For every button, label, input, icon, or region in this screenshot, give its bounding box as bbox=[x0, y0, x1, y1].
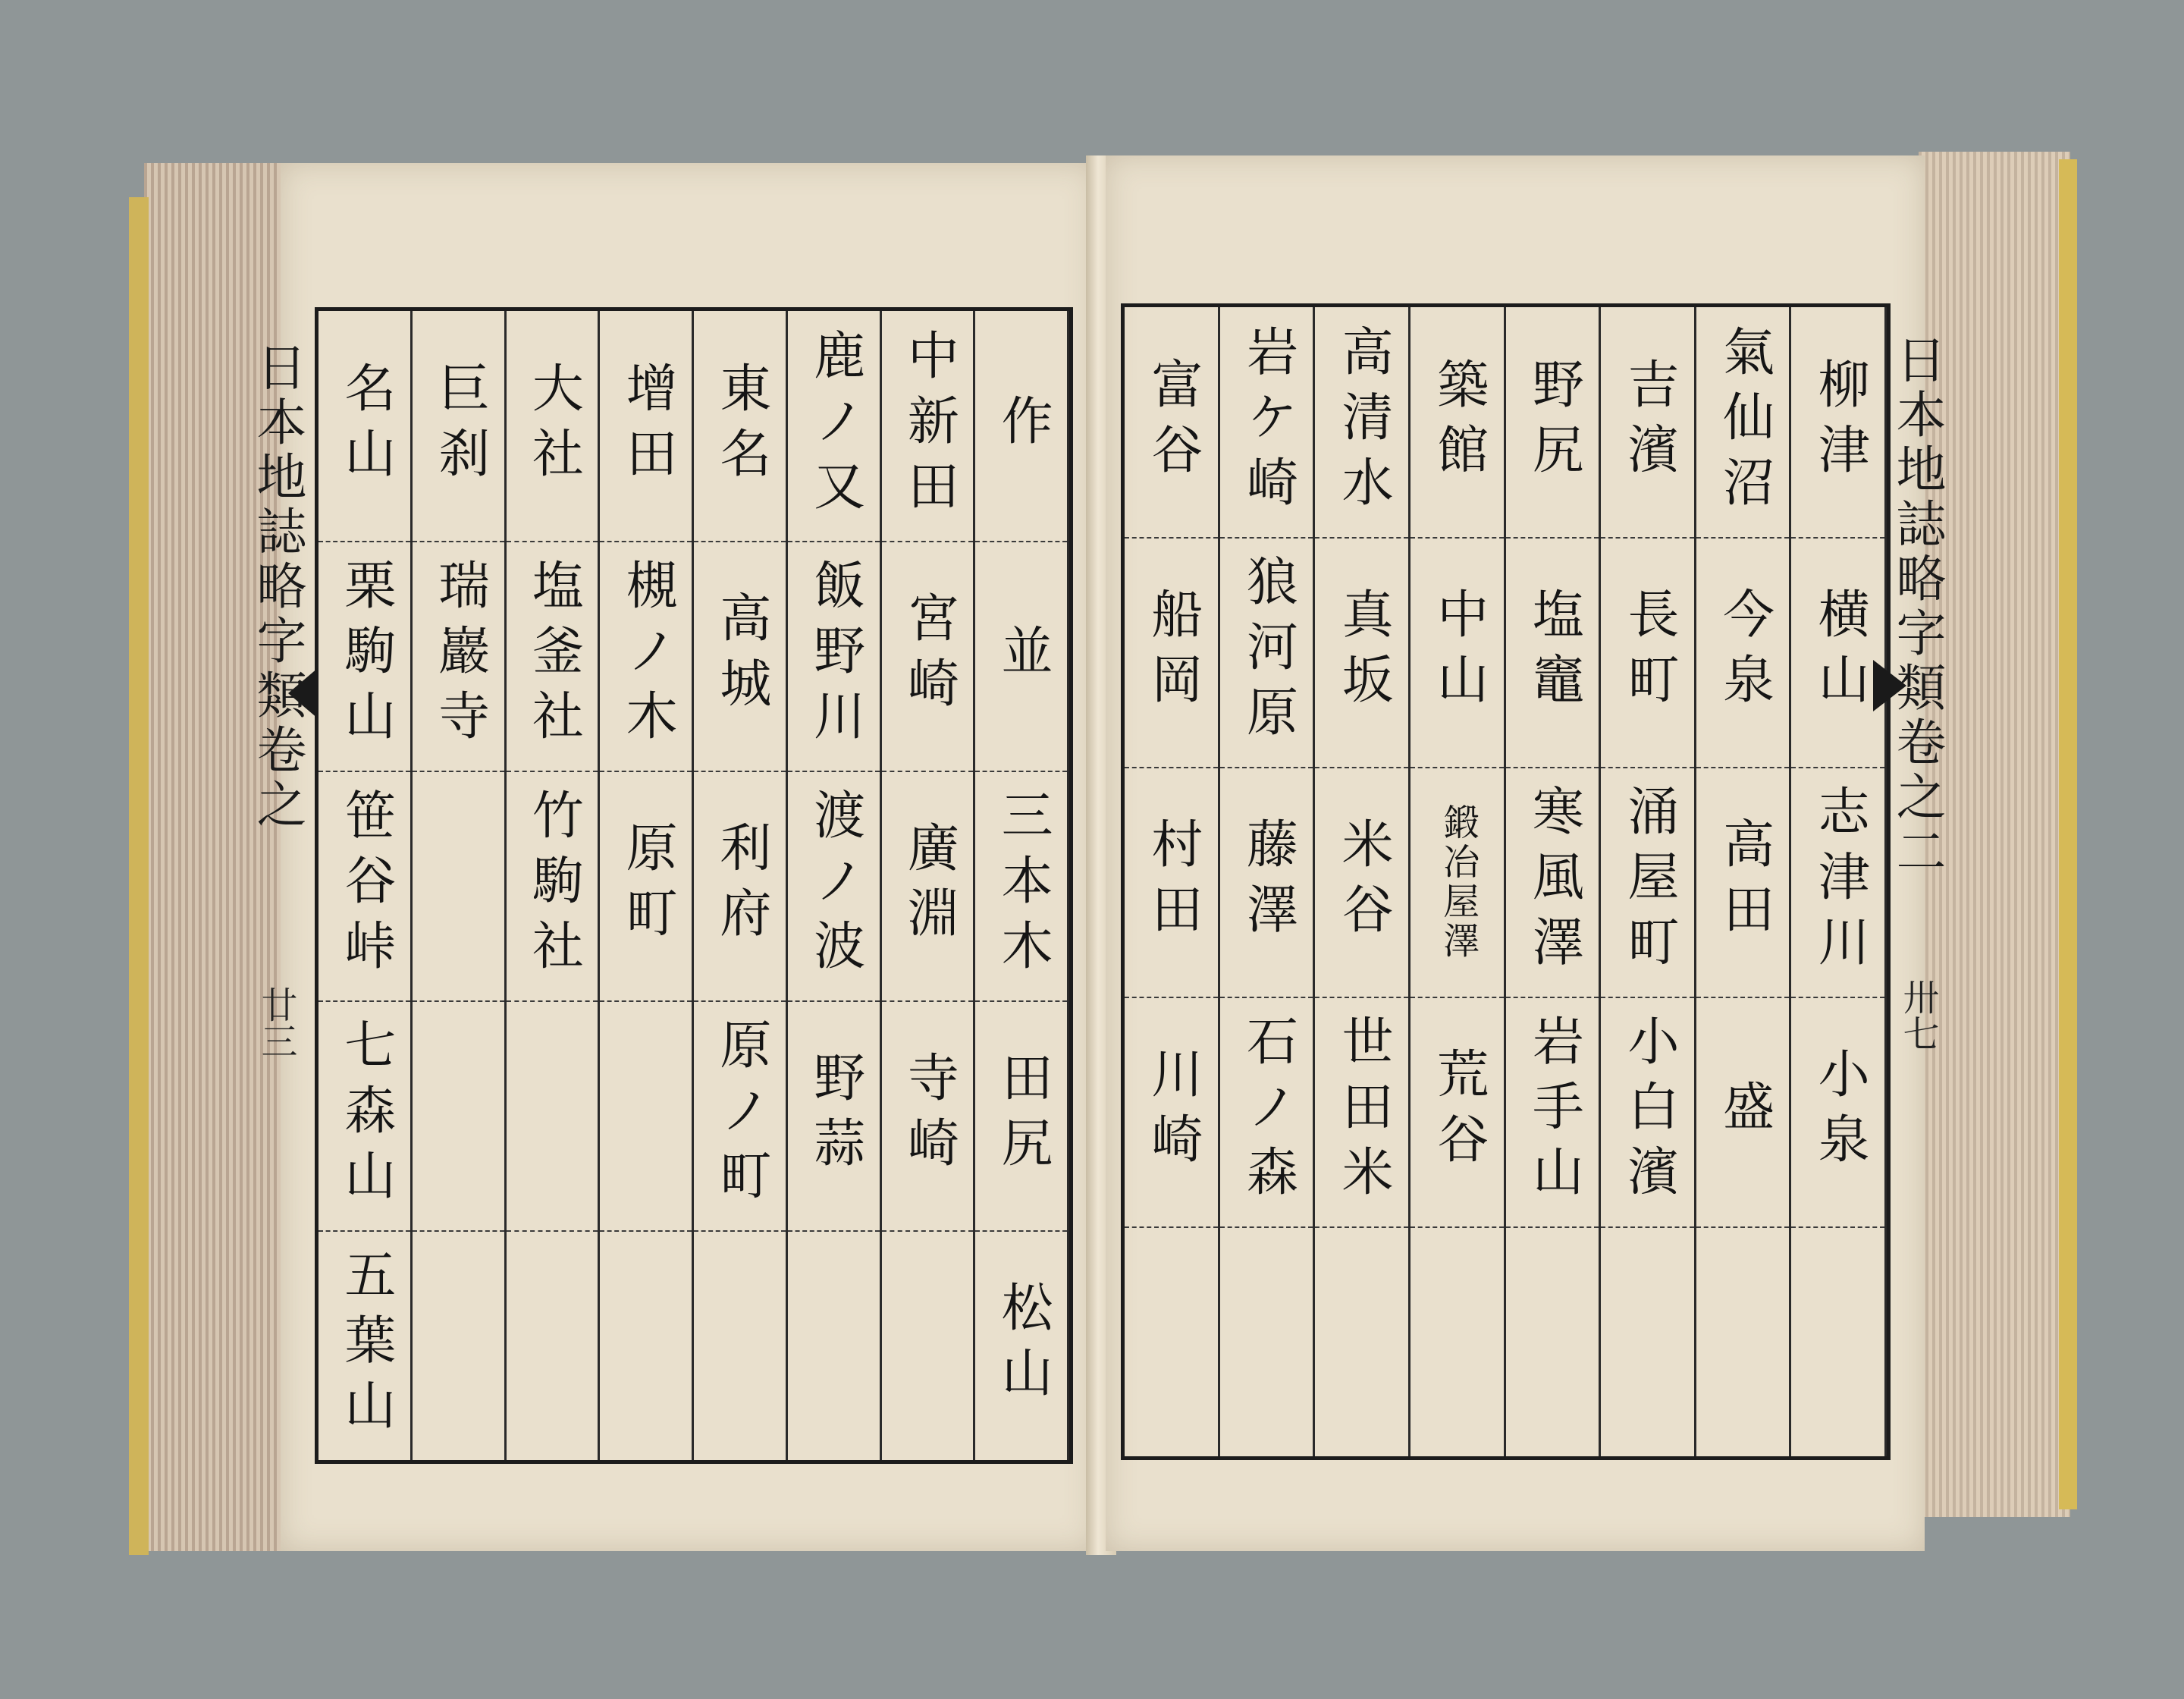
cell-divider bbox=[1125, 997, 1218, 998]
place-name-entry: 荒谷 bbox=[1428, 1046, 1489, 1177]
column bbox=[1315, 307, 1410, 1456]
place-name-entry: 中新田 bbox=[899, 328, 959, 524]
cell-divider bbox=[1315, 767, 1408, 768]
place-name-entry: 寒風澤 bbox=[1523, 784, 1584, 980]
place-name-entry: 名山 bbox=[335, 360, 396, 491]
place-name-entry: 柳津 bbox=[1809, 356, 1870, 488]
place-name-entry: 村田 bbox=[1142, 816, 1203, 947]
cell-divider bbox=[1125, 537, 1218, 539]
place-name-entry: 松山 bbox=[993, 1280, 1053, 1411]
column bbox=[507, 311, 601, 1460]
cell-divider bbox=[882, 1000, 974, 1002]
place-name-entry: 今泉 bbox=[1714, 586, 1774, 718]
cell-divider bbox=[788, 1000, 880, 1002]
column bbox=[1696, 307, 1792, 1456]
cell-divider bbox=[507, 1230, 598, 1232]
cell-divider bbox=[1791, 1226, 1884, 1228]
cell-divider bbox=[1791, 767, 1884, 768]
cell-divider bbox=[694, 541, 786, 542]
place-name-entry: 原町 bbox=[617, 820, 678, 951]
right-page bbox=[1106, 155, 1925, 1551]
place-name-entry: 築館 bbox=[1428, 356, 1489, 488]
cell-divider bbox=[318, 1230, 410, 1232]
column bbox=[1220, 307, 1316, 1456]
place-name-entry: 增田 bbox=[617, 360, 678, 491]
column bbox=[1791, 307, 1887, 1456]
place-name-entry: 盛 bbox=[1714, 1079, 1774, 1145]
cell-divider bbox=[413, 771, 504, 772]
place-name-entry: 志津川 bbox=[1809, 784, 1870, 980]
place-name-entry: 藤澤 bbox=[1238, 816, 1298, 947]
cell-divider bbox=[1315, 997, 1408, 998]
place-name-entry: 宮崎 bbox=[899, 590, 959, 721]
cell-divider bbox=[1220, 1226, 1313, 1228]
place-name-entry: 石ノ森 bbox=[1238, 1013, 1298, 1210]
cell-divider bbox=[975, 1230, 1067, 1232]
column bbox=[1410, 307, 1506, 1456]
right-tab-marker bbox=[1873, 660, 1906, 711]
place-name-entry: 高城 bbox=[711, 590, 771, 721]
left-folio: 廿三 bbox=[255, 986, 297, 1059]
column bbox=[1601, 307, 1696, 1456]
cell-divider bbox=[694, 771, 786, 772]
place-name-entry: 栗駒山 bbox=[335, 557, 396, 754]
cell-divider bbox=[882, 541, 974, 542]
place-name-entry: 富谷 bbox=[1142, 356, 1203, 488]
cell-divider bbox=[1410, 537, 1504, 539]
cell-divider bbox=[413, 1000, 504, 1002]
place-name-entry: 小泉 bbox=[1809, 1046, 1870, 1177]
place-name-entry: 鍛冶屋澤 bbox=[1436, 802, 1480, 961]
cell-divider bbox=[318, 771, 410, 772]
cell-divider bbox=[1601, 767, 1694, 768]
cell-divider bbox=[1315, 1226, 1408, 1228]
cell-divider bbox=[1410, 1226, 1504, 1228]
place-name-entry: 作 bbox=[993, 393, 1053, 459]
place-name-entry: 米谷 bbox=[1333, 816, 1394, 947]
column bbox=[1506, 307, 1602, 1456]
cell-divider bbox=[1791, 997, 1884, 998]
place-name-entry: 狼河原 bbox=[1238, 554, 1298, 750]
cell-divider bbox=[600, 1000, 692, 1002]
place-name-entry: 東名 bbox=[711, 360, 771, 491]
place-name-entry: 高田 bbox=[1714, 816, 1774, 947]
place-name-entry: 塩竈 bbox=[1523, 586, 1584, 718]
left-tab-marker bbox=[288, 667, 318, 719]
cell-divider bbox=[1506, 767, 1599, 768]
cell-divider bbox=[1125, 1226, 1218, 1228]
cell-divider bbox=[694, 1000, 786, 1002]
place-name-entry: 三本木 bbox=[993, 787, 1053, 984]
right-folio: 卅七 bbox=[1897, 978, 1939, 1051]
place-name-entry: 野尻 bbox=[1523, 356, 1584, 488]
column bbox=[1125, 307, 1220, 1456]
place-name-entry: 七森山 bbox=[335, 1017, 396, 1214]
place-name-entry: 岩ケ崎 bbox=[1238, 324, 1298, 520]
cell-divider bbox=[1220, 767, 1313, 768]
place-name-entry: 川崎 bbox=[1142, 1046, 1203, 1177]
place-name-entry: 野蒜 bbox=[805, 1050, 865, 1181]
place-name-entry: 船岡 bbox=[1142, 586, 1203, 718]
cell-divider bbox=[1696, 1226, 1790, 1228]
place-name-entry: 渡ノ波 bbox=[805, 787, 865, 984]
cell-divider bbox=[1601, 1226, 1694, 1228]
place-name-entry: 槻ノ木 bbox=[617, 557, 678, 754]
place-name-entry: 高清水 bbox=[1333, 324, 1394, 520]
place-name-entry: 大社 bbox=[523, 360, 584, 491]
place-name-entry: 鹿ノ又 bbox=[805, 328, 865, 524]
cell-divider bbox=[1601, 537, 1694, 539]
cell-divider bbox=[1696, 767, 1790, 768]
place-name-entry: 岩手山 bbox=[1523, 1013, 1584, 1210]
cell-divider bbox=[975, 541, 1067, 542]
left-page-grid bbox=[315, 307, 1073, 1464]
cell-divider bbox=[788, 771, 880, 772]
right-page-grid bbox=[1121, 303, 1891, 1460]
cell-divider bbox=[507, 771, 598, 772]
place-name-entry: 氣仙沼 bbox=[1714, 324, 1774, 520]
place-name-entry: 飯野川 bbox=[805, 557, 865, 754]
cell-divider bbox=[600, 1230, 692, 1232]
place-name-entry: 世田米 bbox=[1333, 1013, 1394, 1210]
left-cover-edge bbox=[129, 197, 149, 1555]
cell-divider bbox=[1506, 537, 1599, 539]
place-name-entry: 五葉山 bbox=[335, 1247, 396, 1443]
cell-divider bbox=[788, 1230, 880, 1232]
column bbox=[413, 311, 507, 1460]
cell-divider bbox=[600, 541, 692, 542]
left-running-title: 日本地誌略字類卷之 bbox=[248, 341, 306, 833]
place-name-entry: 長町 bbox=[1618, 586, 1679, 718]
cell-divider bbox=[1791, 537, 1884, 539]
place-name-entry: 瑞巖寺 bbox=[429, 557, 490, 754]
cell-divider bbox=[975, 1000, 1067, 1002]
cell-divider bbox=[600, 771, 692, 772]
place-name-entry: 利府 bbox=[711, 820, 771, 951]
cell-divider bbox=[1410, 997, 1504, 998]
column bbox=[694, 311, 788, 1460]
cell-divider bbox=[1506, 1226, 1599, 1228]
column bbox=[975, 311, 1069, 1460]
cell-divider bbox=[1506, 997, 1599, 998]
place-name-entry: 吉濱 bbox=[1618, 356, 1679, 488]
place-name-entry: 巨刹 bbox=[429, 360, 490, 491]
right-cover-edge bbox=[2059, 159, 2077, 1509]
cell-divider bbox=[1220, 997, 1313, 998]
cell-divider bbox=[1125, 767, 1218, 768]
cell-divider bbox=[1410, 767, 1504, 768]
cell-divider bbox=[507, 541, 598, 542]
column bbox=[600, 311, 694, 1460]
column bbox=[318, 311, 413, 1460]
right-running-title: 日本地誌略字類卷之二 bbox=[1887, 334, 1946, 880]
place-name-entry: 並 bbox=[993, 623, 1053, 689]
cell-divider bbox=[318, 1000, 410, 1002]
place-name-entry: 真坂 bbox=[1333, 586, 1394, 718]
cell-divider bbox=[1601, 997, 1694, 998]
place-name-entry: 田尻 bbox=[993, 1050, 1053, 1181]
place-name-entry: 原ノ町 bbox=[711, 1017, 771, 1214]
cell-divider bbox=[788, 541, 880, 542]
column bbox=[882, 311, 976, 1460]
cell-divider bbox=[1696, 997, 1790, 998]
cell-divider bbox=[507, 1000, 598, 1002]
cell-divider bbox=[1220, 537, 1313, 539]
left-page bbox=[281, 163, 1096, 1551]
cell-divider bbox=[1315, 537, 1408, 539]
cell-divider bbox=[882, 1230, 974, 1232]
cell-divider bbox=[1696, 537, 1790, 539]
place-name-entry: 寺崎 bbox=[899, 1050, 959, 1181]
cell-divider bbox=[413, 1230, 504, 1232]
place-name-entry: 塩釜社 bbox=[523, 557, 584, 754]
place-name-entry: 笹谷峠 bbox=[335, 787, 396, 984]
cell-divider bbox=[413, 541, 504, 542]
place-name-entry: 小白濱 bbox=[1618, 1013, 1679, 1210]
place-name-entry: 竹駒社 bbox=[523, 787, 584, 984]
place-name-entry: 涌屋町 bbox=[1618, 784, 1679, 980]
place-name-entry: 廣淵 bbox=[899, 820, 959, 951]
cell-divider bbox=[318, 541, 410, 542]
place-name-entry: 横山 bbox=[1809, 586, 1870, 718]
cell-divider bbox=[882, 771, 974, 772]
column bbox=[788, 311, 882, 1460]
place-name-entry: 中山 bbox=[1428, 586, 1489, 718]
cell-divider bbox=[694, 1230, 786, 1232]
cell-divider bbox=[975, 771, 1067, 772]
